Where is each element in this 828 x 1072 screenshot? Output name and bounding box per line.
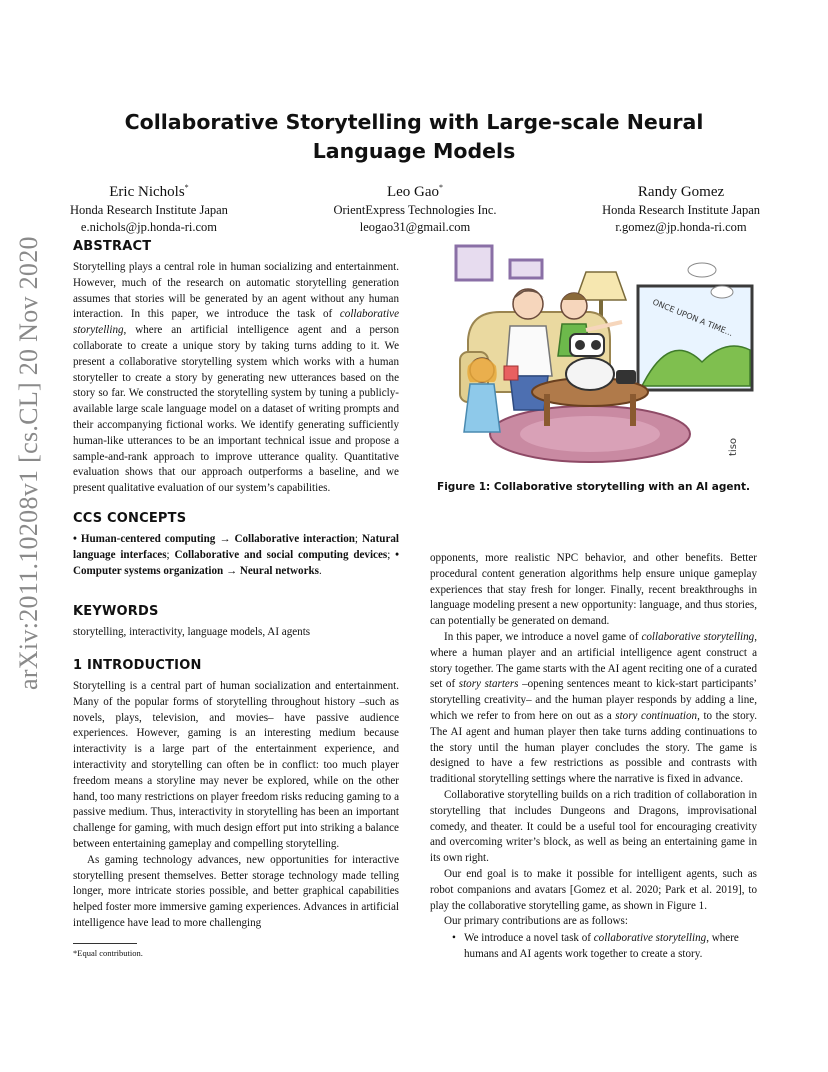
keywords-section bbox=[73, 603, 399, 641]
right-paragraph-3: Collaborative storytelling builds on a rich tradition of collaboration in storytelling that includes Dungeons and Dragons, improvisational comedy, and theater. It could be a useful tool for encouraging creativity and overcoming writer’s block, as well as being an entertaining game in its own right. bbox=[430, 788, 757, 865]
contribution-bullet bbox=[452, 931, 757, 963]
abstract-section bbox=[73, 238, 399, 497]
author-affiliation: Honda Research Institute Japan bbox=[70, 203, 228, 217]
author-affiliation: Honda Research Institute Japan bbox=[602, 203, 760, 217]
intro-paragraph-1: Storytelling is a central part of human socialization and entertainment. Many of the popular forms of storytelling throughout history –such as novels, plays, television, and movies– have passive audience experiences. However, gaming is an interesting medium because interactivity is a large part of the entertainment experience, and interactivity and storytelling can often be in conflict: too much player freedom means a storyline may never be explored, while on the other hand, too many restrictions on player freedom risks reducing gaming to a passive medium. Thus, interactivity in storytelling has been an important challenge for gaming, with much design effort put into striking a balance between entertaining gameplay and compelling storytelling. bbox=[73, 680, 399, 850]
introduction-heading: 1 INTRODUCTION bbox=[73, 658, 202, 673]
author-affiliation: OrientExpress Technologies Inc. bbox=[333, 203, 497, 217]
figure-1-illustration bbox=[440, 242, 758, 472]
intro-paragraph-2: As gaming technology advances, new opportunities for interactive storytelling present themselves. Better storage technology made telling longer, more intricate stories possible, and better graphical capabilities helped foster more immersive gaming experiences. Advances in artificial intelligence have lead to more challenging bbox=[73, 853, 399, 929]
keywords-text: storytelling, interactivity, language models, AI agents bbox=[73, 626, 311, 638]
equal-contribution-mark: * bbox=[184, 183, 189, 192]
author-name: Eric Nichols bbox=[109, 184, 185, 200]
right-column-text bbox=[430, 551, 757, 930]
abstract-heading: ABSTRACT bbox=[73, 239, 152, 254]
artist-signature: tiso bbox=[728, 437, 739, 456]
bubble-text: ONCE UPON A TIME... bbox=[651, 297, 735, 339]
equal-contribution-mark: * bbox=[439, 183, 444, 192]
author-3 bbox=[602, 178, 760, 235]
bullet-dot: • bbox=[452, 932, 456, 944]
bullet-text: We introduce a novel task of collaborative storytelling, where humans and AI agents work together to create a story. bbox=[464, 932, 739, 960]
author-1 bbox=[70, 178, 228, 235]
ccs-heading: CCS CONCEPTS bbox=[73, 511, 187, 526]
introduction-section bbox=[73, 657, 399, 932]
right-paragraph-5: Our primary contributions are as follows: bbox=[444, 915, 628, 928]
author-email: r.gomez@jp.honda-ri.com bbox=[615, 219, 747, 234]
keywords-heading: KEYWORDS bbox=[73, 604, 159, 619]
right-paragraph-4: Our end goal is to make it possible for intelligent agents, such as robot companions and avatars [Gomez et al. 2020; Park et al. 2019], to play the collaborative storytelling game, as shown in Figure 1. bbox=[430, 867, 757, 912]
paper-title: Collaborative Storytelling with Large-scale Neural Language Models bbox=[124, 110, 704, 163]
author-name: Leo Gao bbox=[386, 184, 440, 200]
right-paragraph-1: opponents, more realistic NPC behavior, and other benefits. Better procedural content generation algorithms help ensure unique gameplay experiences that stay fresh for longer. Finally, recent breakthroughs in language modeling present a new opportunity: language, and thus stories, can potentially be generated on demand. bbox=[430, 552, 757, 628]
footnote: *Equal contribution. bbox=[73, 948, 143, 958]
arxiv-identifier: arXiv:2011.10208v1 [cs.CL] 20 Nov 2020 bbox=[14, 236, 43, 690]
storytelling-illustration bbox=[440, 242, 758, 472]
author-2 bbox=[333, 178, 496, 235]
figure-1-caption: Figure 1: Collaborative storytelling with an AI agent. bbox=[437, 481, 750, 493]
author-email: leogao31@gmail.com bbox=[359, 219, 471, 234]
author-name: Randy Gomez bbox=[637, 184, 725, 200]
footnote-rule bbox=[73, 943, 137, 944]
author-email: e.nichols@jp.honda-ri.com bbox=[80, 219, 218, 234]
ccs-section bbox=[73, 510, 399, 579]
ccs-text: • Human-centered computing → Collaborative interaction; Natural language interfaces; Collaborative and social computing devices; • Computer systems organization → Neural networks. bbox=[73, 533, 400, 577]
author-block bbox=[70, 178, 760, 235]
right-paragraph-2: In this paper, we introduce a novel game of collaborative storytelling, where a human player and an artificial intelligence agent construct a story together. The game starts with the AI agent reciting one of a curated set of story starters –opening sentences meant to kick-start participants’ storytelling creativity– and the human player responds by adding a line, which we refer to from here on out as a story continuation, to the story. The AI agent and human player then take turns adding continuations to the story until the human player concludes the story. The game is designed to have a few restrictions as possible and contrasts with traditional storytelling settings where the narrative is fixed in advance. bbox=[430, 630, 757, 786]
abstract-text: Storytelling plays a central role in human socializing and entertainment. However, much of the research on automatic storytelling generation assumes that stories will be generated by an agent without any human interaction. In this paper, we introduce the task of collaborative storytelling, where an artificial intelligence agent and a person collaborate to create a unique story by taking turns adding to it. We present a collaborative storytelling system which works with a human storyteller to create a story by generating new utterances based on the story so far. We constructed the storytelling system by tuning a publicly-available large scale language model on a dataset of writing prompts and their accompanying fictional works. We identify generating sufficiently human-like utterances to be an important technical issue and propose a sample-and-rank approach to improve utterance quality. Quantitative evaluation shows that our approach outperforms a baseline, and we present qualitative evaluation of our system’s capabilities. bbox=[73, 261, 399, 495]
